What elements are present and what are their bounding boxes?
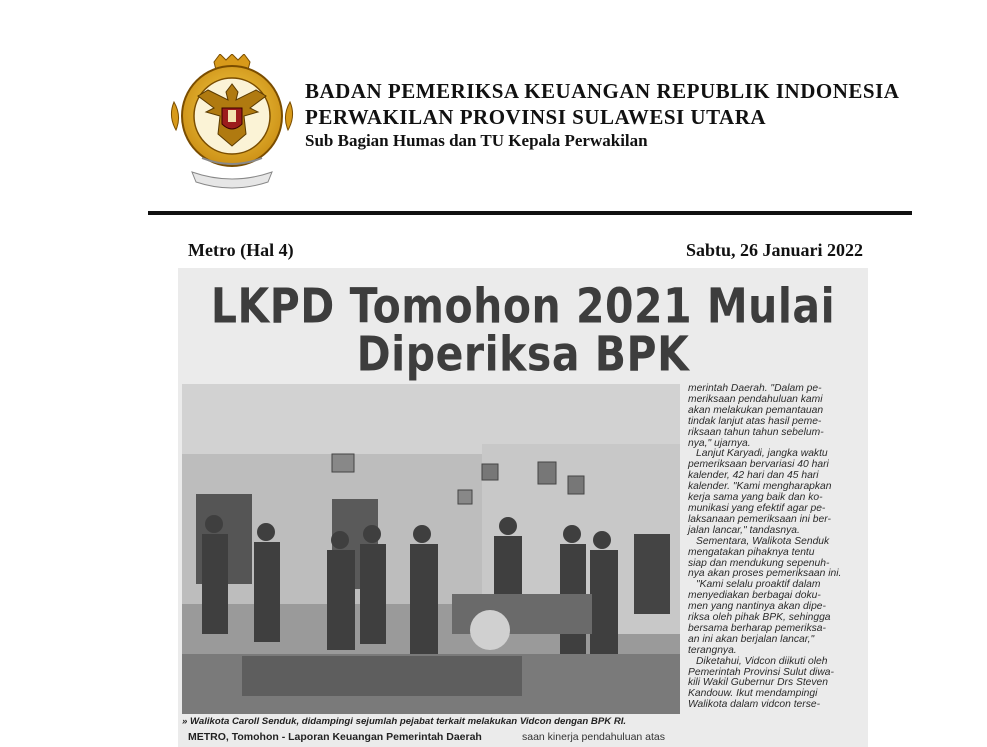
article-body-line: terangnya. — [688, 644, 737, 656]
article-body-line: jalan lancar," tandasnya. — [688, 524, 800, 536]
article-body-line: siap dan mendukung sepenuh- — [688, 557, 830, 569]
article-body-line: an ini akan berjalan lancar," — [688, 633, 815, 645]
letterhead — [0, 0, 987, 200]
article-body-line: "Kami selalu proaktif dalam — [696, 579, 821, 591]
article-body-line: riksa oleh pihak BPK, sehingga — [688, 612, 831, 624]
bpk-emblem-logo — [168, 54, 296, 192]
article-body-line: meriksaan pendahuluan kami — [688, 393, 823, 405]
article-body-line: tindak lanjut atas hasil peme- — [688, 415, 822, 427]
article-body-line: menyediakan berbagai doku- — [688, 590, 821, 602]
header-divider — [148, 211, 912, 215]
article-body-line: mengatakan pihaknya tentu — [688, 546, 815, 558]
article-body-line: nya," ujarnya. — [688, 437, 751, 449]
article-body-line: munikasi yang efektif agar pe- — [688, 502, 826, 514]
article-body-line: laksanaan pemeriksaan ini ber- — [688, 513, 831, 525]
newspaper-clipping — [178, 268, 868, 747]
article-body-line: kalender. "Kami mengharapkan — [688, 481, 832, 493]
article-body-line: Diketahui, Vidcon diikuti oleh — [696, 655, 828, 667]
article-body-line: Walikota dalam vidcon terse- — [688, 699, 821, 711]
article-body-line: akan melakukan pemantauan — [688, 404, 824, 416]
article-body-line: merintah Daerah. "Dalam pe- — [688, 383, 822, 394]
newspaper-section: Metro (Hal 4) — [188, 240, 294, 260]
article-body-line: Kandouw. Ikut mendampingi — [688, 688, 818, 700]
article-body-line: riksaan tahun tahun sebelum- — [688, 426, 824, 438]
article-body-line: pemeriksaan bervariasi 40 hari — [688, 459, 829, 471]
org-name: BADAN PEMERIKSA KEUANGAN REPUBLIK INDONESIA — [305, 79, 900, 103]
article-body-line: nya akan proses pemeriksaan ini. — [688, 568, 842, 580]
organization-block — [305, 78, 899, 152]
article-lead-continued: saan kinerja pendahuluan atas — [522, 731, 666, 743]
headline-line-2: Diperiksa BPK — [356, 325, 690, 383]
article-lead: METRO, Tomohon - Laporan Keuangan Pemerintah Daerah — [188, 731, 482, 743]
article-body-line: bersama berharap pemeriksa- — [688, 622, 826, 634]
headline-line-1: LKPD Tomohon 2021 Mulai — [210, 277, 836, 335]
article-body-line: Lanjut Karyadi, jangka waktu — [696, 448, 828, 460]
article-body-line: Sementara, Walikota Senduk — [696, 535, 830, 547]
article-body-line: men yang nantinya akan dipe- — [688, 601, 826, 613]
photo-caption: » Walikota Caroll Senduk, didampingi sejumlah pejabat terkait melakukan Vidcon dengan BPK RI. — [182, 716, 627, 727]
article-photo — [182, 384, 680, 714]
article-body-line: kerja sama yang baik dan ko- — [688, 492, 823, 504]
article-body-column — [688, 384, 864, 711]
publication-date: Sabtu, 26 Januari 2022 — [685, 240, 863, 260]
org-branch: PERWAKILAN PROVINSI SULAWESI UTARA — [305, 105, 767, 129]
article-body-line: kalender, 42 hari dan 45 hari — [688, 470, 819, 482]
article-body-line: Pemerintah Provinsi Sulut diwa- — [688, 666, 834, 678]
org-subdivision: Sub Bagian Humas dan TU Kepala Perwakilan — [305, 131, 648, 150]
article-body-line: kili Wakil Gubernur Drs Steven — [688, 677, 829, 689]
